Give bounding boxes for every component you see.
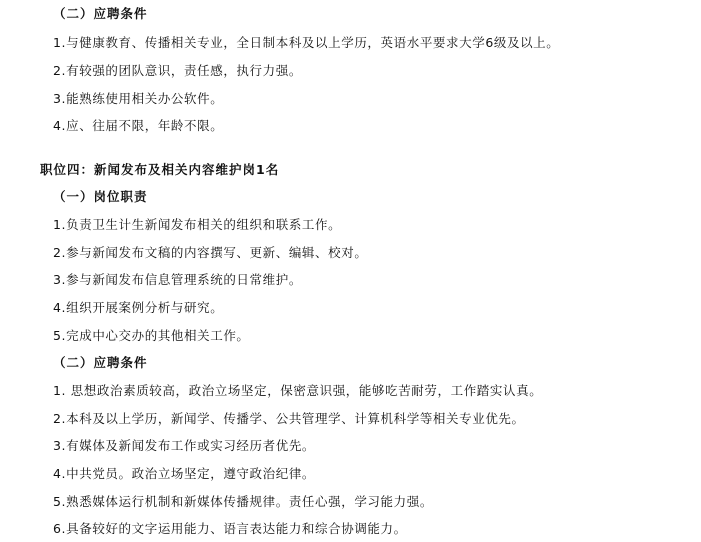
requirement-item: 4.中共党员。政治立场坚定，遵守政治纪律。 xyxy=(53,466,316,481)
requirement-item: 2.本科及以上学历，新闻学、传播学、公共管理学、计算机科学等相关专业优先。 xyxy=(53,411,525,426)
requirement-item: 6.具备较好的文字运用能力、语言表达能力和综合协调能力。 xyxy=(53,521,407,536)
requirement-item: 1. 思想政治素质较高，政治立场坚定，保密意识强，能够吃苦耐劳，工作踏实认真。 xyxy=(53,383,543,398)
position-title: 职位四：新闻发布及相关内容维护岗1名 xyxy=(40,162,280,177)
requirement-item: 3.有媒体及新闻发布工作或实习经历者优先。 xyxy=(53,438,316,453)
requirement-item: 2.有较强的团队意识，责任感，执行力强。 xyxy=(53,63,302,78)
duty-item: 2.参与新闻发布文稿的内容撰写、更新、编辑、校对。 xyxy=(53,245,368,260)
duty-item: 3.参与新闻发布信息管理系统的日常维护。 xyxy=(53,272,302,287)
requirement-item: 5.熟悉媒体运行机制和新媒体传播规律。责任心强，学习能力强。 xyxy=(53,494,433,509)
requirement-item: 3.能熟练使用相关办公软件。 xyxy=(53,91,224,106)
section-heading-requirements: （二）应聘条件 xyxy=(53,6,148,21)
requirement-item: 1.与健康教育、传播相关专业，全日制本科及以上学历，英语水平要求大学6级及以上。 xyxy=(53,35,560,50)
requirement-item: 4.应、往届不限，年龄不限。 xyxy=(53,118,224,133)
duty-item: 4.组织开展案例分析与研究。 xyxy=(53,300,224,315)
section-heading-requirements: （二）应聘条件 xyxy=(53,355,148,370)
duty-item: 5.完成中心交办的其他相关工作。 xyxy=(53,328,250,343)
duty-item: 1.负责卫生计生新闻发布相关的组织和联系工作。 xyxy=(53,217,342,232)
section-heading-duties: （一）岗位职责 xyxy=(53,189,148,204)
